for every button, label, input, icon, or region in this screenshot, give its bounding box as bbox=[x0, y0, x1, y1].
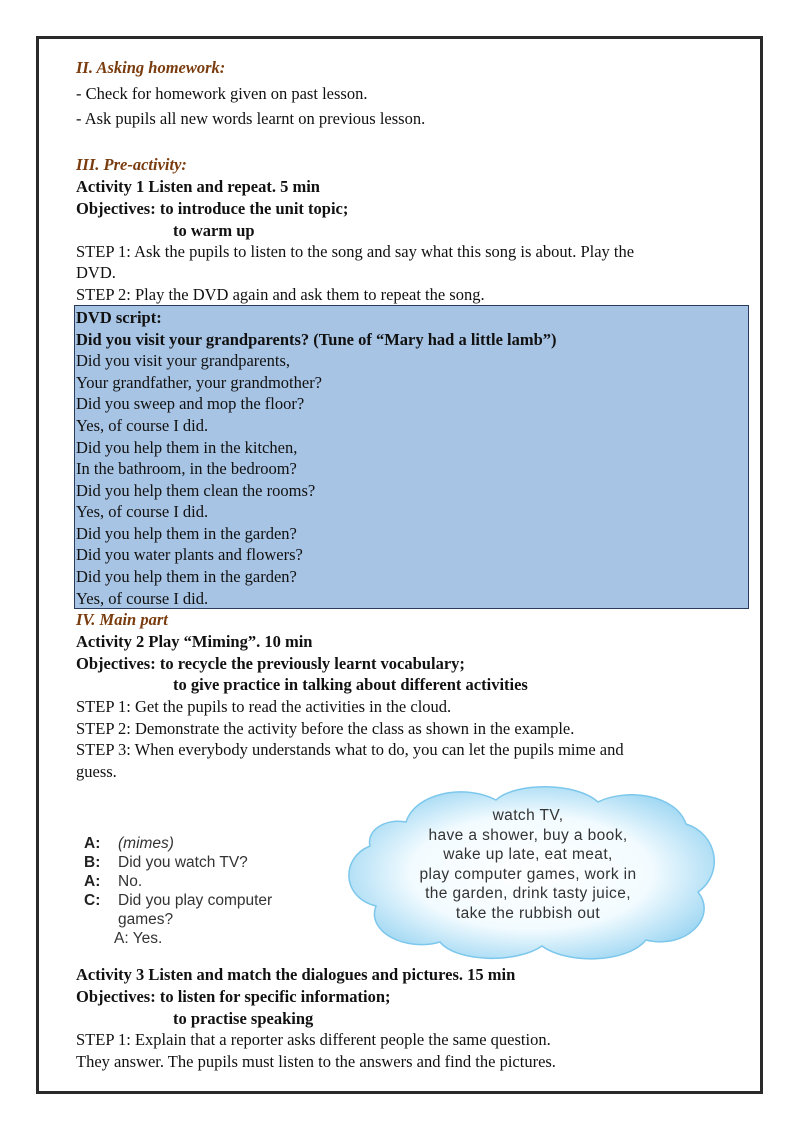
song-line: Did you water plants and flowers? bbox=[76, 545, 303, 564]
activity-3-step-1-cont: They answer. The pupils must listen to the answers and find the pictures. bbox=[76, 1052, 556, 1071]
activity-2-step-3: STEP 3: When everybody understands what to do, you can let the pupils mime and bbox=[76, 740, 624, 759]
activity-1-title: Activity 1 Listen and repeat. 5 min bbox=[76, 177, 320, 196]
cloud-line: take the rubbish out bbox=[455, 904, 601, 922]
song-line: Yes, of course I did. bbox=[76, 502, 209, 521]
speaker-label: B: bbox=[84, 854, 101, 871]
dialogue-line bbox=[114, 929, 162, 948]
song-line: Did you help them clean the rooms? bbox=[76, 481, 316, 500]
cloud-line: watch TV, bbox=[492, 807, 564, 824]
section-heading-pre-activity: III. Pre-activity: bbox=[76, 155, 187, 174]
activity-3-objectives-cont: to practise speaking bbox=[173, 1009, 314, 1028]
speaker-label: C: bbox=[84, 892, 101, 909]
dialogue-line bbox=[84, 891, 272, 910]
dialogue-text: Did you watch TV? bbox=[118, 854, 248, 871]
speaker-label: A: bbox=[84, 835, 101, 852]
activity-1-objectives: Objectives: to introduce the unit topic; bbox=[76, 199, 349, 218]
song-line: Did you help them in the kitchen, bbox=[76, 438, 298, 457]
activity-1-objectives-cont: to warm up bbox=[173, 221, 255, 240]
song-line: Did you help them in the garden? bbox=[76, 524, 297, 543]
cloud-line: wake up late, eat meat, bbox=[443, 846, 613, 864]
activity-3-step-1: STEP 1: Explain that a reporter asks different people the same question. bbox=[76, 1030, 551, 1049]
activity-2-objectives-cont: to give practice in talking about different activities bbox=[173, 675, 528, 694]
activity-3-title: Activity 3 Listen and match the dialogues and pictures. 15 min bbox=[76, 965, 516, 984]
activity-1-step-1: STEP 1: Ask the pupils to listen to the song and say what this song is about. Play the bbox=[76, 242, 635, 261]
song-line: Yes, of course I did. bbox=[76, 589, 209, 608]
section-heading-main-part: IV. Main part bbox=[76, 610, 168, 629]
song-title: Did you visit your grandparents? (Tune of “Mary had a little lamb”) bbox=[76, 330, 557, 349]
dialogue-line bbox=[84, 872, 142, 891]
activity-2-step-1: STEP 1: Get the pupils to read the activities in the cloud. bbox=[76, 697, 452, 716]
dialogue-line bbox=[84, 910, 173, 929]
activity-1-step-1-cont: DVD. bbox=[76, 263, 116, 282]
activity-2-objectives: Objectives: to recycle the previously learnt vocabulary; bbox=[76, 654, 465, 673]
song-line: In the bathroom, in the bedroom? bbox=[76, 459, 297, 478]
activity-2-step-3-cont: guess. bbox=[76, 762, 117, 781]
activity-2-title: Activity 2 Play “Miming”. 10 min bbox=[76, 632, 313, 651]
cloud-line: the garden, drink tasty juice, bbox=[425, 885, 631, 903]
song-line: Yes, of course I did. bbox=[76, 416, 209, 435]
cloud-line: have a shower, buy a book, bbox=[428, 826, 628, 844]
speaker-label: A: bbox=[114, 930, 129, 947]
activity-1-step-2: STEP 2: Play the DVD again and ask them to repeat the song. bbox=[76, 285, 485, 304]
song-line: Your grandfather, your grandmother? bbox=[76, 373, 323, 392]
dialogue-text: Yes. bbox=[132, 930, 163, 947]
dialogue-line bbox=[84, 834, 174, 853]
activity-3-objectives: Objectives: to listen for specific information; bbox=[76, 987, 391, 1006]
cloud-line: play computer games, work in bbox=[419, 865, 637, 883]
activity-2-step-2: STEP 2: Demonstrate the activity before the class as shown in the example. bbox=[76, 719, 575, 738]
song-line: Did you visit your grandparents, bbox=[76, 351, 291, 370]
dialogue-line bbox=[84, 853, 248, 872]
cloud-activities bbox=[336, 806, 720, 924]
section-heading-asking-homework: II. Asking homework: bbox=[76, 58, 226, 77]
homework-item: - Ask pupils all new words learnt on previous lesson. bbox=[76, 109, 426, 128]
dialogue-text: (mimes) bbox=[118, 835, 174, 852]
song-line: Did you sweep and mop the floor? bbox=[76, 394, 305, 413]
homework-item: - Check for homework given on past lesson. bbox=[76, 84, 368, 103]
dvd-script-label: DVD script: bbox=[76, 308, 162, 327]
dialogue-text: No. bbox=[118, 873, 143, 890]
dialogue-text: games? bbox=[118, 911, 174, 928]
speaker-label: A: bbox=[84, 873, 101, 890]
dialogue-text: Did you play computer bbox=[118, 892, 273, 909]
song-line: Did you help them in the garden? bbox=[76, 567, 297, 586]
